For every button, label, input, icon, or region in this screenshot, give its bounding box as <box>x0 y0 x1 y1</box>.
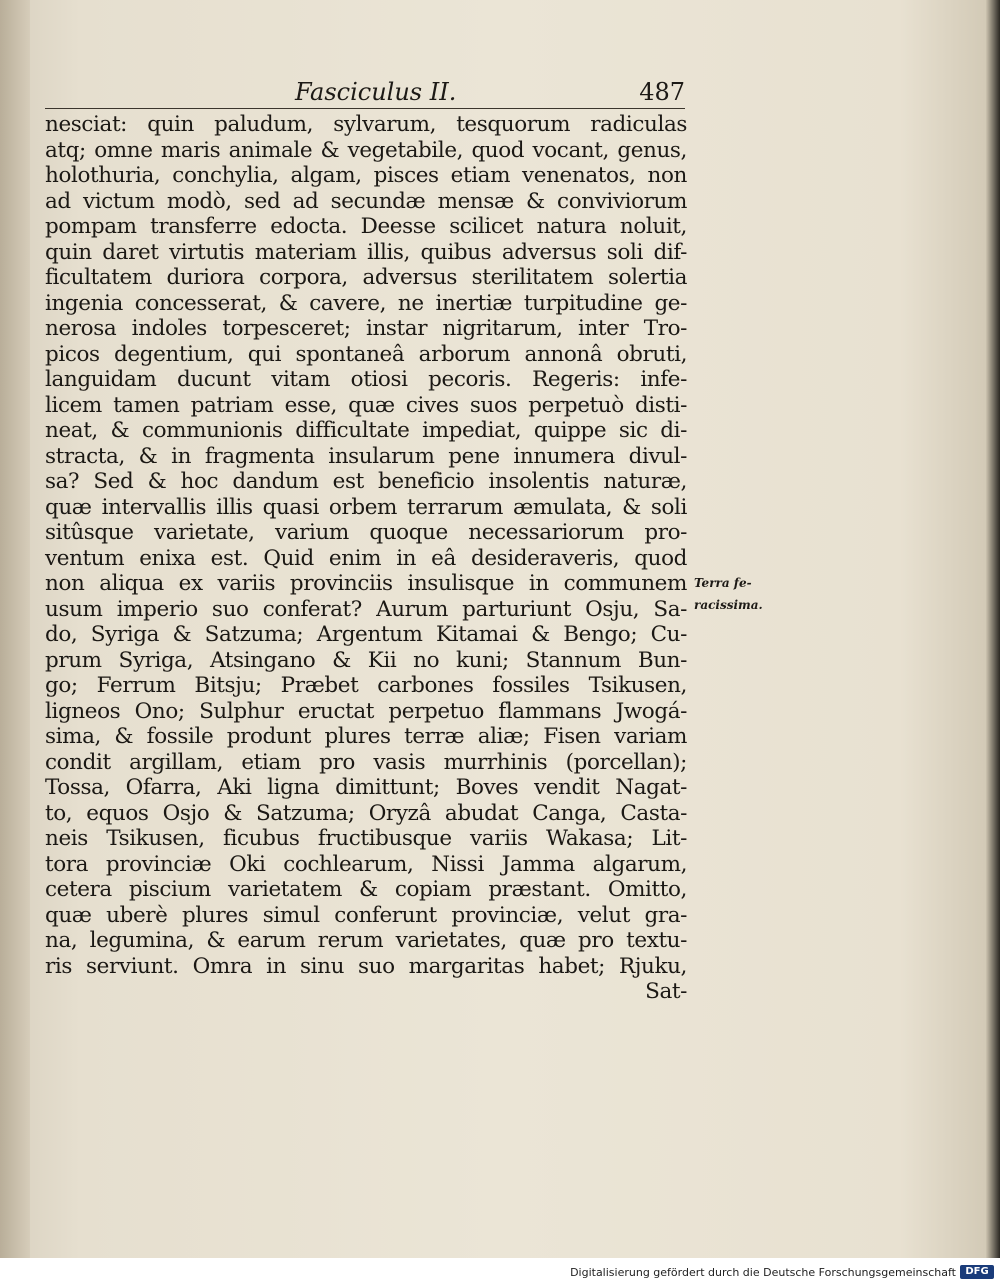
page-number: 487 <box>639 78 685 106</box>
text-line: go; Ferrum Bitsju; Præbet carbones fossiles Tsikusen, <box>45 673 687 698</box>
dfg-logo: DFG <box>960 1265 994 1279</box>
page-edge-shadow <box>986 0 1000 1258</box>
text-line: prum Syriga, Atsingano & Kii no kuni; Stannum Bun- <box>45 647 687 673</box>
text-line: cetera piscium varietatem & copiam præstant. Omitto, <box>45 877 687 902</box>
text-line: quæ intervallis illis quasi orbem terrarum æmulata, & soli <box>45 494 687 520</box>
margin-note <box>694 572 774 616</box>
text-line: pompam transferre edocta. Deesse scilicet natura noluit, <box>45 214 687 239</box>
text-line: quæ uberè plures simul conferunt provinciæ, velut gra- <box>45 902 687 928</box>
text-line: to, equos Osjo & Satzuma; Oryzâ abudat Canga, Casta- <box>45 800 687 826</box>
running-title: Fasciculus II. <box>295 78 457 106</box>
text-line: usum imperio suo conferat? Aurum parturiunt Osju, Sa- <box>45 596 687 622</box>
text-line: na, legumina, & earum rerum varietates, quæ pro textu- <box>45 928 687 953</box>
text-line: ventum enixa est. Quid enim in eâ desideraveris, quod <box>45 545 687 571</box>
text-line: neis Tsikusen, ficubus fructibusque variis Wakasa; Lit- <box>45 826 687 851</box>
funding-credit: Digitalisierung gefördert durch die Deutsche Forschungsgemeinschaft <box>570 1266 956 1279</box>
footer-bar <box>0 1258 1000 1285</box>
text-line: Sat- <box>645 979 687 1004</box>
page-header <box>45 78 685 108</box>
text-line: sima, & fossile produnt plures terræ aliæ; Fisen variam <box>45 724 687 749</box>
text-line: ficultatem duriora corpora, adversus sterilitatem solertia <box>45 265 687 290</box>
margin-note-line: racissima. <box>694 598 763 612</box>
margin-note-line: Terra fe- <box>694 576 752 590</box>
text-line: neat, & communionis difficultate impediat, quippe sic di- <box>45 418 687 443</box>
text-line: licem tamen patriam esse, quæ cives suos perpetuò disti- <box>45 392 687 418</box>
header-rule <box>45 108 685 109</box>
text-line: picos degentium, qui spontaneâ arborum annonâ obruti, <box>45 341 687 367</box>
text-line: Tossa, Ofarra, Aki ligna dimittunt; Boves vendit Nagat- <box>45 775 687 800</box>
text-line: tora provinciæ Oki cochlearum, Nissi Jamma algarum, <box>45 851 687 877</box>
text-line: nerosa indoles torpesceret; instar nigritarum, inter Tro- <box>45 316 687 341</box>
text-line: stracta, & in fragmenta insularum pene innumera divul- <box>45 443 687 469</box>
text-line: condit argillam, etiam pro vasis murrhinis (porcellan); <box>45 749 687 775</box>
text-line: quin daret virtutis materiam illis, quibus adversus soli dif- <box>45 239 687 265</box>
body-text <box>45 112 687 1005</box>
text-line: atq; omne maris animale & vegetabile, quod vocant, genus, <box>45 137 687 163</box>
text-line: sitûsque varietate, varium quoque necessariorum pro- <box>45 520 687 545</box>
text-line: ligneos Ono; Sulphur eructat perpetuo flammans Jwogá- <box>45 698 687 724</box>
page-gutter-shadow <box>0 0 30 1258</box>
text-line: nesciat: quin paludum, sylvarum, tesquorum radiculas <box>45 112 687 137</box>
text-line: holothuria, conchylia, algam, pisces etiam venenatos, non <box>45 163 687 188</box>
text-line: sa? Sed & hoc dandum est beneficio insolentis naturæ, <box>45 469 687 494</box>
text-line: do, Syriga & Satzuma; Argentum Kitamai & Bengo; Cu- <box>45 622 687 647</box>
text-line: ris serviunt. Omra in sinu suo margaritas habet; Rjuku, <box>45 953 687 979</box>
text-line: ad victum modò, sed ad secundæ mensæ & conviviorum <box>45 188 687 214</box>
text-line: ingenia concesserat, & cavere, ne inertiæ turpitudine ge- <box>45 290 687 316</box>
text-line: non aliqua ex variis provinciis insulisque in communem <box>45 571 687 596</box>
text-line: languidam ducunt vitam otiosi pecoris. Regeris: infe- <box>45 367 687 392</box>
